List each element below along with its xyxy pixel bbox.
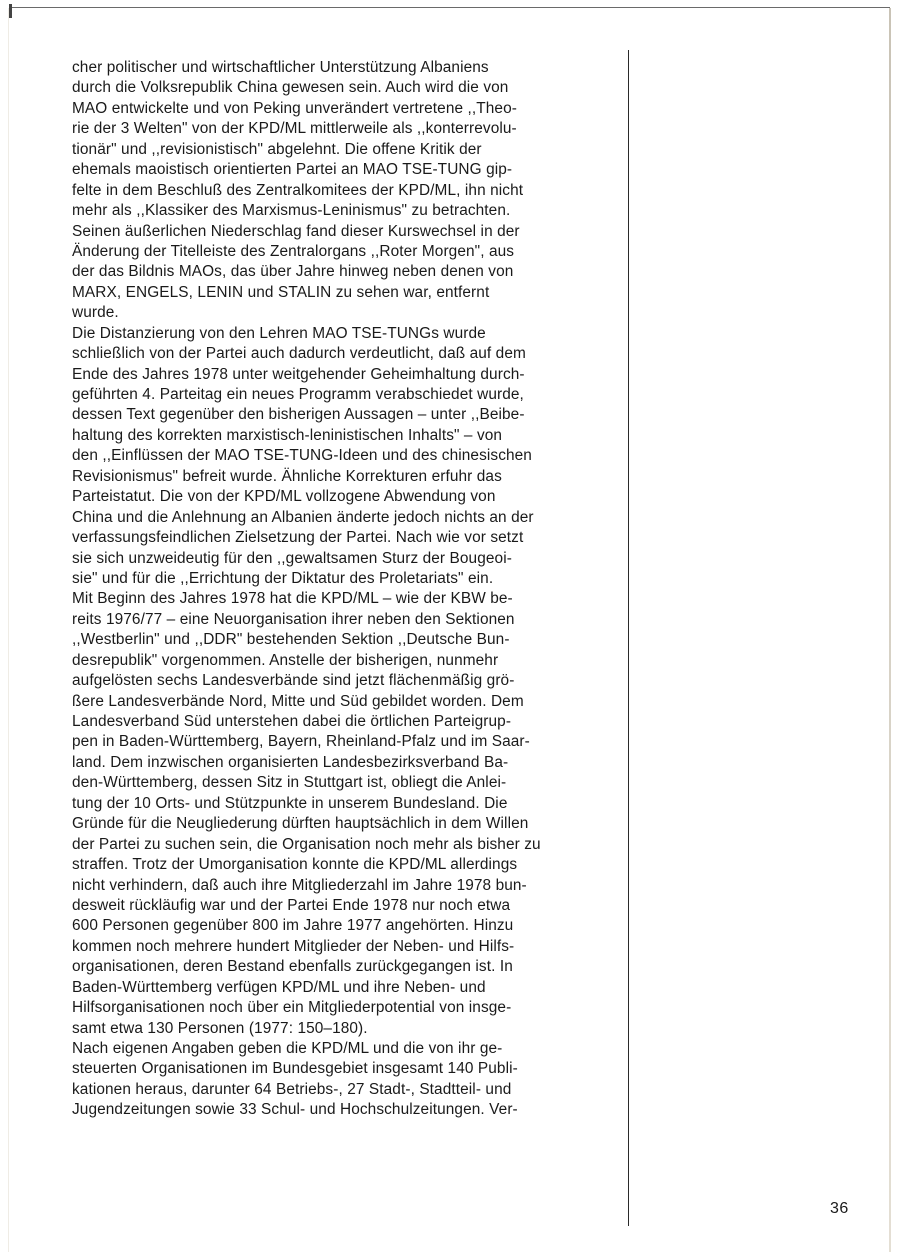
text-line: China und die Anlehnung an Albanien änderte jedoch nichts an der — [72, 508, 534, 526]
text-line: Ende des Jahres 1978 unter weitgehender Geheimhaltung durch- — [72, 365, 525, 383]
text-line: Seinen äußerlichen Niederschlag fand dieser Kurswechsel in der — [72, 222, 520, 240]
text-line: felte in dem Beschluß des Zentralkomitees der KPD/ML, ihn nicht — [72, 181, 524, 199]
page-number: 36 — [830, 1200, 849, 1217]
text-line: land. Dem inzwischen organisierten Landesbezirksverband Ba- — [72, 753, 509, 771]
text-line: Mit Beginn des Jahres 1978 hat die KPD/ML – wie der KBW be- — [72, 590, 513, 608]
text-line: der das Bildnis MAOs, das über Jahre hinweg neben denen von — [72, 263, 514, 281]
text-line: sie sich unzweideutig für den ,,gewaltsamen Sturz der Bougeoi- — [72, 549, 512, 567]
text-line: Nach eigenen Angaben geben die KPD/ML und die von ihr ge- — [72, 1040, 503, 1057]
text-line: desweit rückläufig war und der Partei Ende 1978 nur noch etwa — [72, 896, 511, 914]
text-line: Gründe für die Neugliederung dürften hauptsächlich in dem Willen — [72, 815, 529, 833]
text-line: mehr als ,,Klassiker des Marxismus-Leninismus" zu betrachten. — [72, 202, 511, 220]
text-line: aufgelösten sechs Landesverbände sind jetzt flächenmäßig grö- — [72, 672, 515, 690]
page-top-rule — [10, 7, 890, 8]
text-line: straffen. Trotz der Umorganisation konnte die KPD/ML allerdings — [72, 856, 518, 874]
text-line: MAO entwickelte und von Peking unverändert vertretene ,,Theo- — [72, 99, 517, 117]
text-line: nicht verhindern, daß auch ihre Mitgliederzahl im Jahre 1978 bun- — [72, 876, 527, 894]
text-line: Änderung der Titelleiste des Zentralorgans ,,Roter Morgen", aus — [72, 242, 515, 260]
text-line: verfassungsfeindlichen Zielsetzung der Partei. Nach wie vor setzt — [72, 529, 524, 547]
text-line: haltung des korrekten marxistisch-leninistischen Inhalts" – von — [72, 426, 503, 444]
body-text — [72, 58, 620, 1121]
text-line: pen in Baden-Württemberg, Bayern, Rheinland-Pfalz und im Saar- — [72, 733, 530, 751]
text-line: samt etwa 130 Personen (1977: 150–180). — [72, 1019, 368, 1037]
text-column-rule — [628, 50, 629, 1226]
text-line: Landesverband Süd unterstehen dabei die örtlichen Parteigrup- — [72, 713, 512, 730]
text-line: reits 1976/77 – eine Neuorganisation ihrer neben den Sektionen — [72, 610, 515, 628]
text-line: den ,,Einflüssen der MAO TSE-TUNG-Ideen und des chinesischen — [72, 447, 532, 465]
text-line: organisationen, deren Bestand ebenfalls zurückgegangen ist. In — [72, 958, 513, 976]
page-corner-mark — [9, 4, 12, 18]
text-line: durch die Volksrepublik China gewesen sein. Auch wird die von — [72, 79, 509, 97]
text-line: Revisionismus" befreit wurde. Ähnliche Korrekturen erfuhr das — [72, 467, 502, 485]
text-line: ehemals maoistisch orientierten Partei an MAO TSE-TUNG gip- — [72, 161, 513, 179]
text-line: tung der 10 Orts- und Stützpunkte in unserem Bundesland. Die — [72, 794, 508, 812]
text-line: steuerten Organisationen im Bundesgebiet insgesamt 140 Publi- — [72, 1060, 518, 1078]
text-line: schließlich von der Partei auch dadurch verdeutlicht, daß auf dem — [72, 345, 526, 363]
text-line: 600 Personen gegenüber 800 im Jahre 1977 angehörten. Hinzu — [72, 917, 514, 935]
text-line: Die Distanzierung von den Lehren MAO TSE-TUNGs wurde — [72, 324, 486, 342]
text-line: wurde. — [72, 304, 119, 322]
text-line: kommen noch mehrere hundert Mitglieder der Neben- und Hilfs- — [72, 937, 515, 955]
text-line: MARX, ENGELS, LENIN und STALIN zu sehen war, entfernt — [72, 283, 490, 301]
text-line: Hilfsorganisationen noch über ein Mitgliederpotential von insge- — [72, 999, 512, 1017]
text-line: desrepublik" vorgenommen. Anstelle der bisherigen, nunmehr — [72, 651, 499, 669]
text-line: sie" und für die ,,Errichtung der Diktatur des Proletariats" ein. — [72, 569, 494, 587]
text-line: ,,Westberlin" und ,,DDR" bestehenden Sektion ,,Deutsche Bun- — [72, 631, 510, 649]
text-line: rie der 3 Welten" von der KPD/ML mittlerweile als ,,konterrevolu- — [72, 120, 517, 138]
page-left-edge — [8, 8, 9, 1252]
text-line: ßere Landesverbände Nord, Mitte und Süd gebildet worden. Dem — [72, 692, 524, 710]
text-line: Jugendzeitungen sowie 33 Schul- und Hochschulzeitungen. Ver- — [72, 1101, 518, 1119]
text-line: geführten 4. Parteitag ein neues Programm verabschiedet wurde, — [72, 386, 524, 403]
text-line: tionär" und ,,revisionistisch" abgelehnt. Die offene Kritik der — [72, 140, 482, 158]
text-line: der Partei zu suchen sein, die Organisation noch mehr als bisher zu — [72, 835, 541, 853]
text-line: cher politischer und wirtschaftlicher Unterstützung Albaniens — [72, 59, 489, 76]
text-line: den-Württemberg, dessen Sitz in Stuttgart ist, obliegt die Anlei- — [72, 774, 507, 792]
text-line: Baden-Württemberg verfügen KPD/ML und ihre Neben- und — [72, 978, 486, 996]
text-line: kationen heraus, darunter 64 Betriebs-, 27 Stadt-, Stadtteil- und — [72, 1080, 512, 1098]
page-right-edge — [889, 8, 891, 1252]
text-line: Parteistatut. Die von der KPD/ML vollzogene Abwendung von — [72, 488, 496, 506]
text-line: dessen Text gegenüber den bisherigen Aussagen – unter ,,Beibe- — [72, 406, 525, 424]
